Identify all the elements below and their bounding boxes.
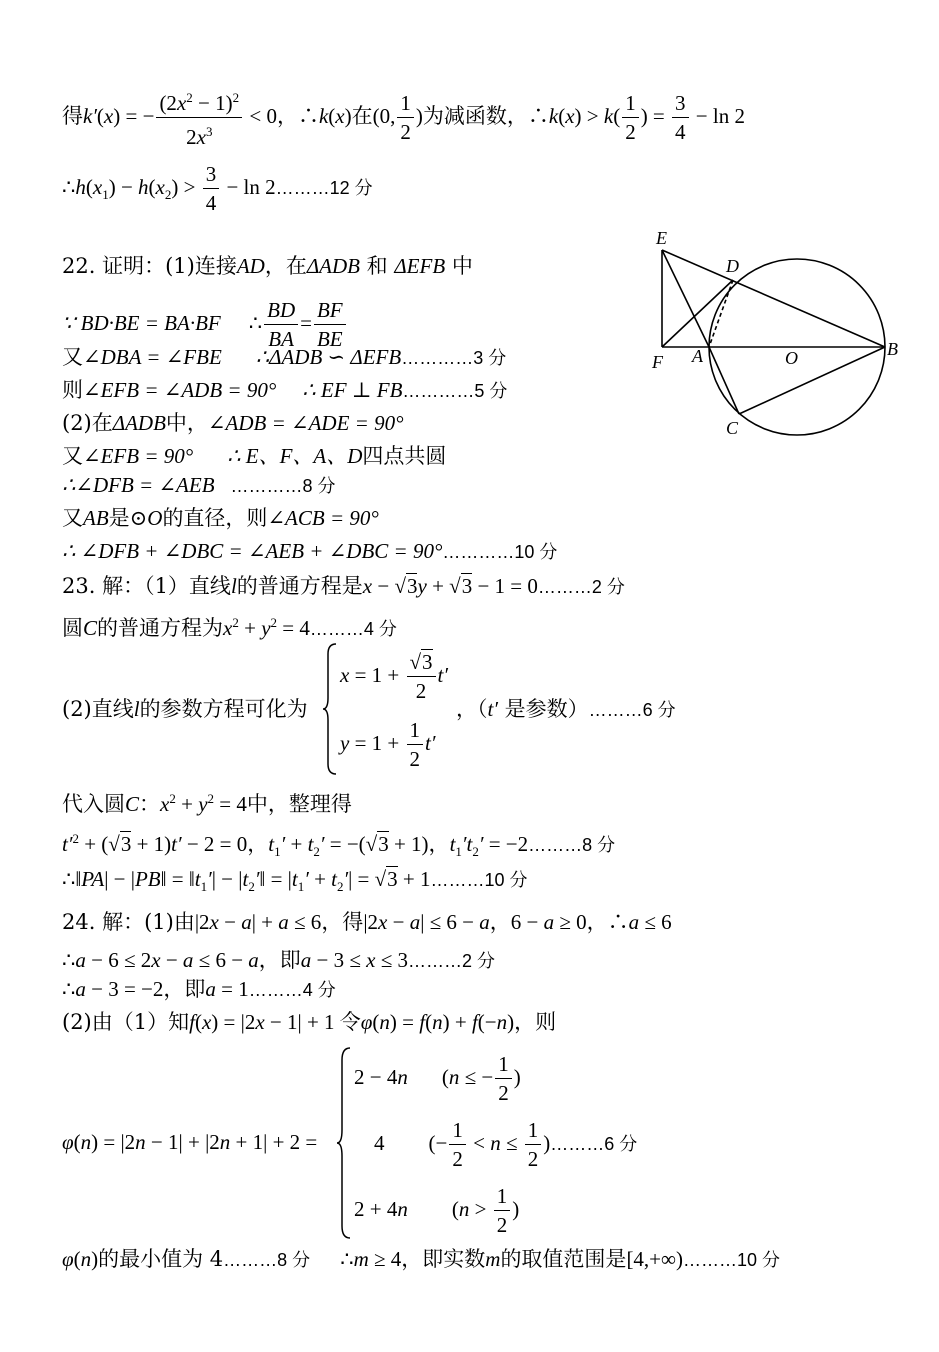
- label-o: O: [785, 348, 798, 368]
- label-e: E: [656, 228, 667, 248]
- q23-case-x: x = 1 + $\frac{√3}{2}$ t′: [340, 650, 448, 703]
- q22-line-2: ∵ BD·BE = BA·BF ∴ $\frac{BD}{BA}$ = $\frac{BF}{BE}$: [62, 296, 348, 353]
- segment-ad-dashed: [709, 280, 733, 347]
- q22-line-7: ∴∠DFB = ∠AEB …………8 分: [62, 473, 336, 497]
- q24-case-3: 2 + 4n (n > $\frac{1}{2}$ ): [354, 1184, 520, 1237]
- fraction-half-arg: $\frac{1}{2}$: [622, 89, 639, 146]
- q24-system-brace: [336, 1046, 352, 1240]
- q24-case-1: 2 − 4n (n ≤ − $\frac{1}{2}$ ): [354, 1052, 521, 1105]
- q22-line-5: (2)在ΔADB中，∠ADB = ∠ADE = 90°: [62, 411, 404, 435]
- segment-fd: [662, 280, 733, 347]
- fraction-neg-half: $\frac{1}{2}$: [495, 1050, 512, 1107]
- fraction-1-2: $\frac{1}{2}$: [407, 716, 424, 773]
- q23-line-5: $t'^2 + (√3 + 1)t' - 2 = 0$，$t_1' + t_2' = -(√3 + 1)$，$t_1't_2'$ = −2………8 分: [62, 831, 616, 860]
- geometry-figure: [640, 222, 910, 442]
- q24-line-1: 24. 解：(1)由|2x − a| + a ≤ 6，得|2x − a| ≤ 6 − a，6 − a ≥ 0，∴a ≤ 6: [62, 910, 672, 934]
- q23-line-1: 23. 解：（1）直线l的普通方程是x − √3y + √3 − 1 = 0………2 分: [62, 574, 625, 598]
- q24-line-3: ∴a − 3 = −2，即a = 1………4 分: [62, 977, 336, 1001]
- q22-line-4: 则∠EFB = ∠ADB = 90° ∴ EF ⊥ FB…………5 分: [62, 378, 508, 402]
- q23-line-2: 圆C的普通方程为$x^2 + y^2$ = 4………4 分: [62, 615, 397, 640]
- q24-line-2: ∴a − 6 ≤ 2x − a ≤ 6 − a，即a − 3 ≤ x ≤ 3………2 分: [62, 948, 496, 972]
- q23-case-y: y = 1 + $\frac{1}{2}$ t′: [340, 718, 436, 771]
- q23-line-3-tail: ，（t′ 是参数）………6 分: [456, 697, 676, 721]
- fraction-derivative: $\frac{(2x^2 - 1)^2}{2x^3}$: [156, 84, 242, 151]
- segment-ea: [662, 250, 709, 347]
- q24-line-5: φ(n) = |2n − 1| + |2n + 1| + 2 =: [62, 1130, 318, 1154]
- fraction-half-a: $\frac{1}{2}$: [449, 1116, 466, 1173]
- label-f: F: [652, 352, 663, 372]
- q24-line-4: (2)由（1）知f(x) = |2x − 1| + 1 令φ(n) = f(n) + f(−n)，则: [62, 1010, 557, 1034]
- q22-line-8: 又AB是⊙O的直径，则∠ACB = 90°: [62, 506, 379, 530]
- label-a: A: [692, 346, 703, 366]
- q21-line-2: $\therefore h(x_1) - h(x_2)$ > $\frac{3}{4}$ − ln 2………12 分: [62, 162, 373, 215]
- label-c: C: [726, 418, 739, 438]
- left-brace-icon: [336, 1046, 352, 1240]
- fraction-bf-be: $\frac{BF}{BE}$: [314, 296, 346, 353]
- q23-line-4: 代入圆C：$x^2 + y^2 = 4$中，整理得: [62, 791, 352, 816]
- q22-line-6: 又∠EFB = 90° ∴ E、F、A、D四点共圆: [62, 444, 447, 468]
- label-d: D: [726, 256, 739, 276]
- fraction-one-half: $\frac{1}{2}$: [397, 89, 414, 146]
- segment-ac: [709, 347, 739, 414]
- segment-eb: [662, 250, 885, 347]
- q23-line-6: ∴‖PA| − |PB‖ = $‖t_1'|$ − $|t_2'‖ = |t_1' + t_2'| = √3$ + 1………10 分: [62, 867, 528, 895]
- q24-case-2: 4 (− $\frac{1}{2}$ < n ≤ $\frac{1}{2}$ )………6 分: [374, 1118, 638, 1171]
- q22-line-3: 又∠DBA = ∠FBE ∴ΔADB ∽ ΔEFB…………3 分: [62, 345, 507, 369]
- q23-system-brace: [322, 642, 338, 776]
- fraction-three-quarters-2: $\frac{3}{4}$: [203, 160, 220, 217]
- formula-k-prime: k′: [83, 104, 97, 128]
- fraction-half-b: $\frac{1}{2}$: [525, 1116, 542, 1173]
- fraction-half-c: $\frac{1}{2}$: [494, 1182, 511, 1239]
- fraction-sqrt3-2: $\frac{√3}{2}$: [407, 648, 436, 705]
- fraction-bd-ba: $\frac{BD}{BA}$: [264, 296, 298, 353]
- q22-line-9: ∴ ∠DFB + ∠DBC = ∠AEB + ∠DBC = 90°…………10 分: [62, 539, 558, 563]
- q21-line-1: 得k′(x) = − $\frac{(2x^2 - 1)^2}{2x^3}$ < 0，∴k(x)在(0, $\frac{1}{2}$ )为减函数，∴k(x) > k( $\frac{1}{2}$ ) = $\frac{3}{4}$ − ln 2: [62, 84, 745, 151]
- q22-head: 22. 证明：(1)连接AD，在ΔADB 和 ΔEFB 中: [62, 254, 473, 278]
- label-b: B: [887, 339, 898, 359]
- left-brace-icon: [322, 642, 338, 776]
- fraction-three-quarters: $\frac{3}{4}$: [672, 89, 689, 146]
- q24-line-6: φ(n)的最小值为 4………8 分 ∴m ≥ 4，即实数m的取值范围是[4,+∞)………10 分: [62, 1247, 781, 1271]
- q23-line-3: (2)直线l的参数方程可化为: [62, 697, 308, 721]
